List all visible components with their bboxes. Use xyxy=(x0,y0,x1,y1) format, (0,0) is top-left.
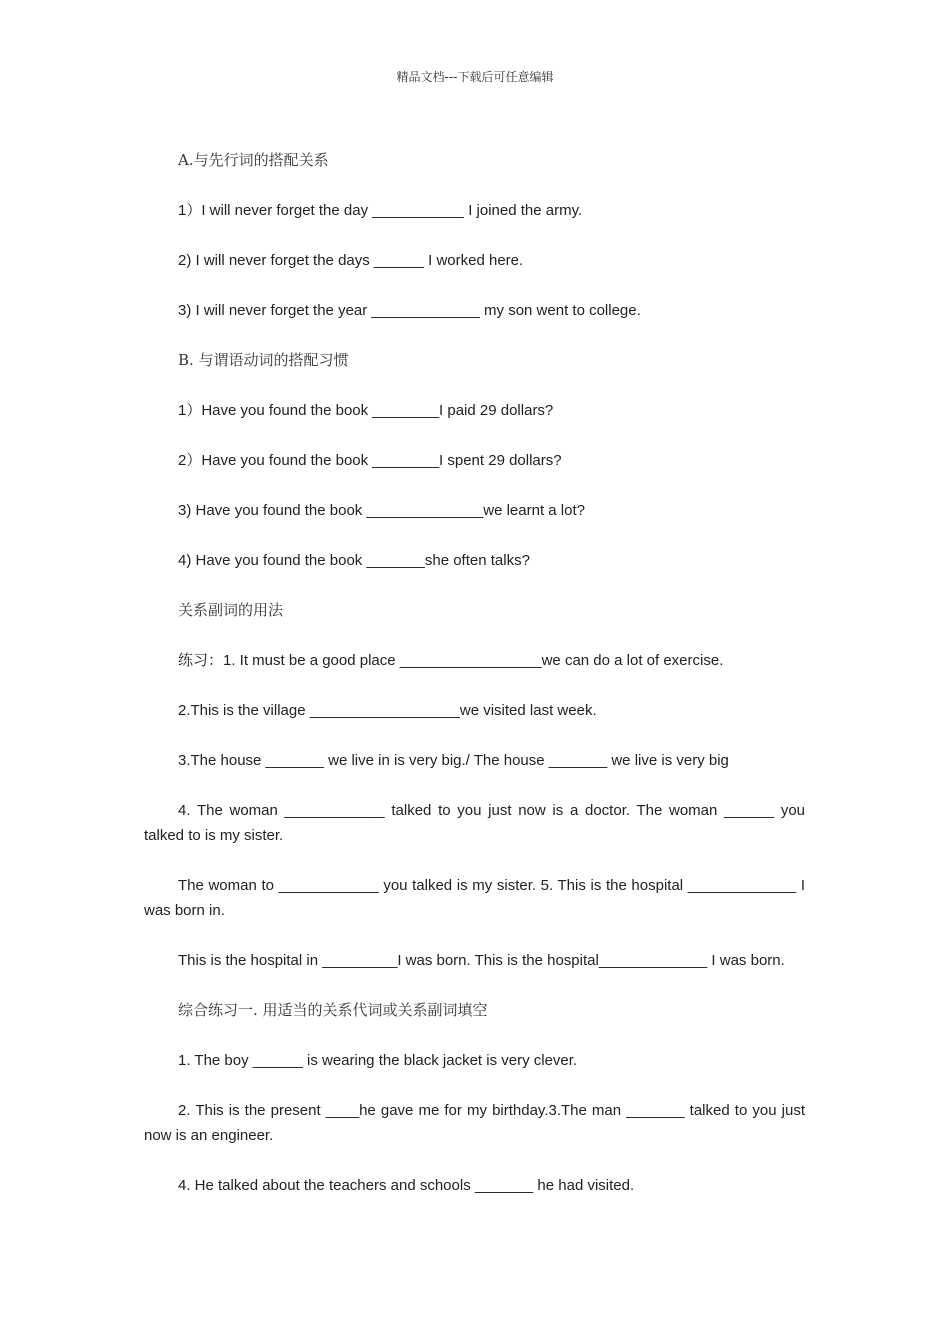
exercise-b-3: 3) Have you found the book ______________we learnt a lot? xyxy=(178,502,585,519)
section-heading-b: B. 与谓语动词的搭配习惯 xyxy=(178,351,349,369)
page-header: 精品文档---下载后可任意编辑 xyxy=(396,70,554,84)
practice-1: 练习：1. It must be a good place _________________we can do a lot of exercise. xyxy=(178,652,724,669)
practice-2: 2.This is the village __________________we visited last week. xyxy=(178,702,597,719)
section-heading-relative-adverbs: 关系副词的用法 xyxy=(178,601,284,619)
exercise-a-1: 1）I will never forget the day ___________ I joined the army. xyxy=(178,202,583,219)
comprehensive-4: 4. He talked about the teachers and schools _______ he had visited. xyxy=(178,1177,635,1194)
exercise-b-4: 4) Have you found the book _______she often talks? xyxy=(178,552,530,569)
practice-3: 3.The house _______ we live in is very big./ The house _______ we live is very big xyxy=(178,752,729,769)
exercise-b-2: 2）Have you found the book ________I spent 29 dollars? xyxy=(178,452,562,469)
exercise-a-2: 2) I will never forget the days ______ I worked here. xyxy=(178,252,524,269)
comprehensive-2-3: 2. This is the present ____he gave me for my birthday.3.The man _______ talked to you just now is an engineer. xyxy=(144,1102,805,1144)
exercise-a-3: 3) I will never forget the year _____________ my son went to college. xyxy=(178,302,641,319)
practice-4-5: The woman to ____________ you talked is my sister. 5. This is the hospital _____________ I was born in. xyxy=(144,877,805,919)
comprehensive-1: 1. The boy ______ is wearing the black jacket is very clever. xyxy=(178,1052,578,1069)
practice-5-cont: This is the hospital in _________I was born. This is the hospital_____________ I was born. xyxy=(178,952,785,969)
practice-4: 4. The woman ____________ talked to you just now is a doctor. The woman ______ you talked to is my sister. xyxy=(144,802,805,844)
document-body xyxy=(144,148,805,1198)
exercise-b-1: 1）Have you found the book ________I paid 29 dollars? xyxy=(178,402,554,419)
section-heading-a: A.与先行词的搭配关系 xyxy=(178,151,329,169)
section-heading-comprehensive: 综合练习一. 用适当的关系代词或关系副词填空 xyxy=(178,1001,488,1019)
